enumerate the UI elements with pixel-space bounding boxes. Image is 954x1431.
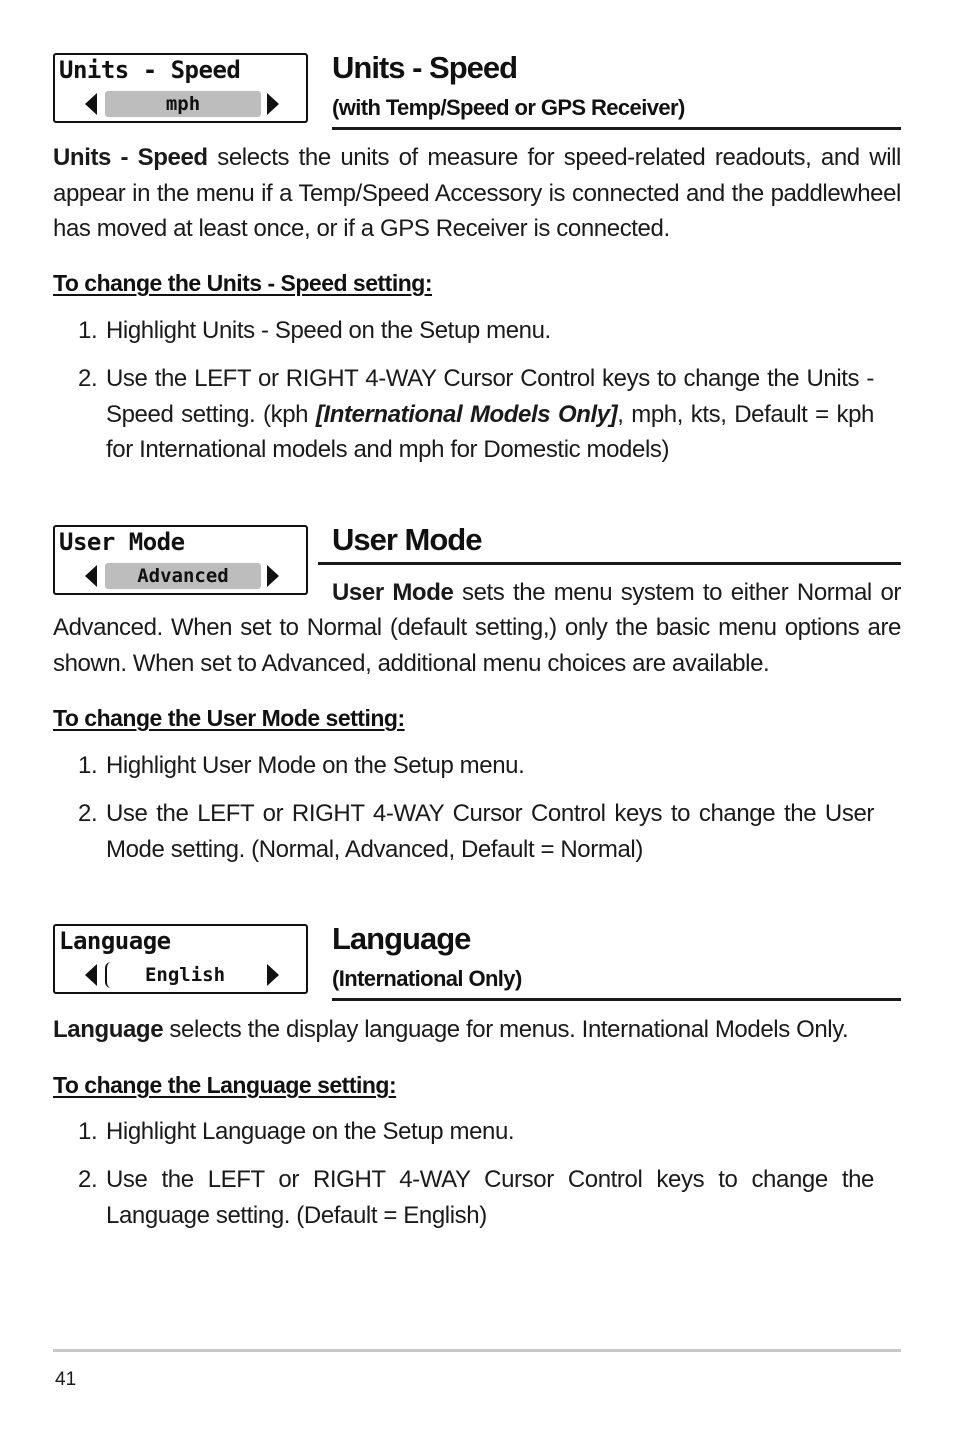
widget-label: User Mode bbox=[59, 528, 185, 556]
step-number: 2. bbox=[78, 365, 98, 392]
step-text: Highlight Language on the Setup menu. bbox=[106, 1118, 515, 1145]
step-text-part: , mph, kts, Default = kph for International models and mph for Domestic models) bbox=[106, 400, 874, 463]
left-arrow-icon bbox=[85, 93, 97, 115]
step-number: 2. bbox=[78, 800, 98, 827]
section-intro-first-line bbox=[332, 575, 901, 611]
section-title: Language bbox=[332, 921, 471, 956]
step-text: Highlight Units - Speed on the Setup menu. bbox=[106, 317, 551, 344]
step-item bbox=[78, 1114, 874, 1150]
section-subtitle: (International Only) bbox=[332, 966, 522, 991]
title-rule bbox=[318, 562, 901, 565]
step-number: 2. bbox=[78, 1166, 98, 1193]
widget-label: Units - Speed bbox=[59, 56, 241, 84]
widget-label: Language bbox=[59, 927, 171, 955]
intro-text: selects the display language for menus. International Models Only. bbox=[163, 1016, 849, 1043]
step-number: 1. bbox=[78, 1118, 98, 1145]
right-arrow-icon bbox=[267, 964, 279, 986]
step-item bbox=[78, 796, 874, 867]
step-text bbox=[78, 361, 874, 468]
section-title: Units - Speed bbox=[332, 50, 518, 85]
section-title: User Mode bbox=[332, 522, 482, 557]
step-text: Use the LEFT or RIGHT 4-WAY Cursor Control keys to change the User Mode setting. (Normal, Advanced, Default = Normal) bbox=[106, 800, 874, 863]
section-intro bbox=[53, 1012, 901, 1048]
step-text-part: Use the LEFT or RIGHT 4-WAY Cursor Control keys to change the Units - Speed setting. (kph bbox=[106, 365, 874, 428]
title-rule bbox=[332, 998, 901, 1001]
step-text: Use the LEFT or RIGHT 4-WAY Cursor Control keys to change the Language setting. (Default = English) bbox=[106, 1166, 874, 1229]
widget-value: Advanced bbox=[105, 563, 261, 589]
right-arrow-icon bbox=[267, 93, 279, 115]
intro-text: selects the units of measure for speed-related readouts, and will appear in the menu if a Temp/Speed Accessory is connected and the paddlewheel has moved at least once, or if a GPS Receiver is connected. bbox=[53, 144, 901, 242]
section-intro: Advanced. When set to Normal (default setting,) only the basic menu options are shown. When set to Advanced, additional menu choices are available. bbox=[53, 614, 901, 677]
language-menu-widget bbox=[53, 924, 308, 994]
intro-term: User Mode bbox=[332, 579, 454, 606]
step-item bbox=[78, 361, 874, 468]
section-intro bbox=[53, 140, 901, 247]
how-to-heading: To change the Language setting: bbox=[53, 1072, 397, 1098]
step-number: 1. bbox=[78, 317, 98, 344]
page-number: 41 bbox=[55, 1369, 77, 1390]
step-number: 1. bbox=[78, 752, 98, 779]
step-emphasis: [International Models Only] bbox=[315, 400, 618, 428]
intro-text: sets the menu system to either Normal or bbox=[453, 579, 901, 606]
step-item bbox=[78, 1162, 874, 1233]
footer-rule bbox=[53, 1349, 901, 1352]
section-subtitle: (with Temp/Speed or GPS Receiver) bbox=[332, 95, 685, 120]
title-rule bbox=[332, 127, 901, 130]
left-arrow-icon bbox=[85, 964, 97, 986]
step-item bbox=[78, 748, 874, 784]
widget-value: mph bbox=[105, 91, 261, 117]
right-arrow-icon bbox=[267, 565, 279, 587]
user-mode-menu-widget bbox=[53, 525, 308, 595]
step-text: Highlight User Mode on the Setup menu. bbox=[106, 752, 525, 779]
left-arrow-icon bbox=[85, 565, 97, 587]
intro-term: Language bbox=[53, 1016, 164, 1043]
step-item bbox=[78, 313, 874, 349]
intro-term: Units - Speed bbox=[53, 144, 208, 171]
how-to-heading: To change the User Mode setting: bbox=[53, 705, 405, 731]
units-speed-menu-widget bbox=[53, 53, 308, 123]
how-to-heading: To change the Units - Speed setting: bbox=[53, 270, 432, 296]
widget-value: English bbox=[105, 962, 263, 988]
